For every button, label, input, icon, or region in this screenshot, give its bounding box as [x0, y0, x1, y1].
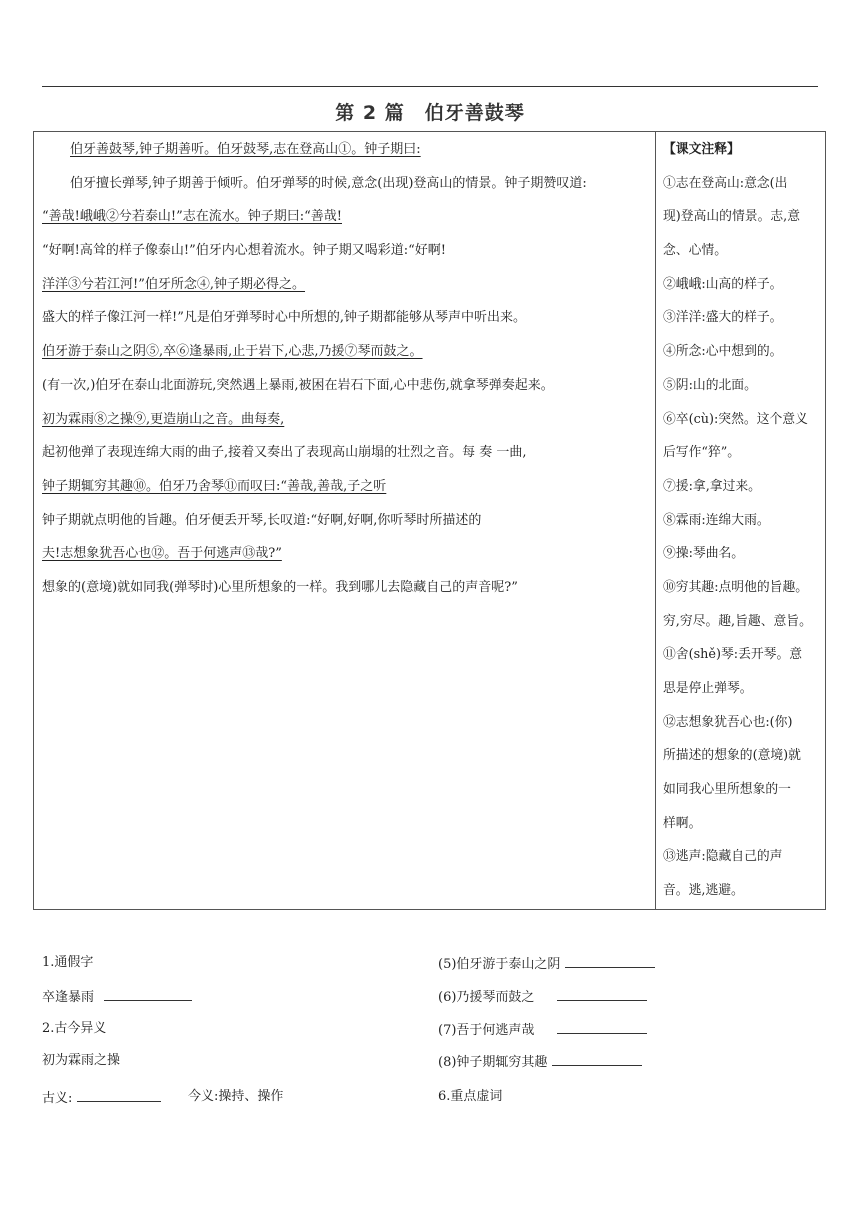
note-line: 现)登高山的情景。志,意: [663, 209, 801, 225]
line-text: “善哉!峨峨②兮若泰山!”志在流水。钟子期曰:“善哉!: [42, 209, 342, 225]
note-line: ⑤阴:山的北面。: [663, 377, 757, 393]
line-text: “好啊!高耸的样子像泰山!”伯牙内心想着流水。钟子期又喝彩道:“好啊!: [42, 243, 446, 259]
translation-line: [42, 575, 650, 609]
question-7: [438, 1019, 647, 1041]
translation-line: [42, 305, 650, 339]
gujin-old-label: 古义:: [42, 1091, 73, 1106]
note-line: ⑬逃声:隐藏自己的声: [663, 849, 783, 865]
line-text: 伯牙擅长弹琴,钟子期善于倾听。伯牙弹琴的时候,意念(出现)登高山的情景。钟子期赞叹道:: [70, 175, 587, 191]
line-text: 伯牙游于泰山之阴⑤,卒⑥逢暴雨,止于岩下,心悲,乃援⑦琴而鼓之。: [42, 344, 423, 360]
line-text: 钟子期就点明他的旨趣。伯牙便丢开琴,长叹道:“好啊,好啊,你听琴时所描述的: [42, 512, 482, 528]
note-line: ②峨峨:山高的样子。: [663, 276, 783, 292]
note-line: ⑩穷其趣:点明他的旨趣。: [663, 579, 809, 595]
notes-column: [663, 137, 823, 912]
original-text-line: [42, 407, 650, 441]
translation-line: [42, 440, 650, 474]
translation-line: [42, 238, 650, 272]
answer-blank[interactable]: [565, 953, 655, 968]
notes-title: 【课文注释】: [663, 142, 740, 157]
line-text: 初为霖雨⑧之操⑨,更造崩山之音。曲每奏,: [42, 411, 285, 427]
original-text-line: [42, 272, 650, 306]
note-line: ④所念:心中想到的。: [663, 344, 783, 360]
note-line: ⑨操:琴曲名。: [663, 546, 745, 562]
note-line: 所描述的想象的(意境)就: [663, 748, 801, 764]
question-5-text: (5)伯牙游于泰山之阴: [438, 957, 561, 972]
tongjiazi-item: [42, 986, 192, 1008]
note-line: 音。逃,逃避。: [663, 883, 744, 899]
question-5: [438, 953, 655, 975]
answer-blank[interactable]: [77, 1087, 161, 1102]
note-line: ③洋洋:盛大的样子。: [663, 310, 783, 326]
tongjiazi-title: 1.通假字: [42, 955, 94, 970]
note-line: ⑦援:拿,拿过来。: [663, 478, 761, 494]
line-text: 夫!志想象犹吾心也⑫。吾于何逃声⑬哉?”: [42, 546, 282, 562]
translation-line: [42, 171, 650, 205]
answer-blank[interactable]: [552, 1051, 642, 1066]
note-line: 如同我心里所想象的一: [663, 782, 791, 798]
translation-line: [42, 373, 650, 407]
note-line: 穷,穷尽。趣,旨趣、意旨。: [663, 613, 812, 629]
original-text-line: [42, 474, 650, 508]
line-text: 盛大的样子像江河一样!”凡是伯牙弹琴时心中所想的,钟子期都能够从琴声中听出来。: [42, 310, 527, 326]
note-line: ⑧霖雨:连绵大雨。: [663, 512, 770, 528]
note-line: ⑪舍(shě)琴:丢开琴。意: [663, 647, 803, 663]
tongjiazi-text: 卒逢暴雨: [42, 990, 95, 1005]
column-divider: [655, 131, 656, 910]
original-text-line: [42, 204, 650, 238]
note-line: ①志在登高山:意念(出: [663, 175, 788, 191]
line-text: 钟子期辄穷其趣⑩。伯牙乃舍琴⑪而叹曰:“善哉,善哉,子之听: [42, 478, 387, 494]
translation-line: [42, 508, 650, 542]
note-line: 念、心情。: [663, 243, 727, 259]
gujin-item: 初为霖雨之操: [42, 1053, 121, 1068]
note-line: 后写作“猝”。: [663, 445, 741, 461]
gujin-old: [42, 1087, 161, 1109]
note-line: ⑫志想象犹吾心也:(你): [663, 714, 793, 730]
main-text: [42, 137, 650, 609]
note-line: ⑥卒(cù):突然。这个意义: [663, 411, 808, 427]
line-text: 起初他弹了表现连绵大雨的曲子,接着又奏出了表现高山崩塌的壮烈之音。每 奏 一曲,: [42, 445, 527, 461]
gujin-new: 今义:操持、操作: [188, 1089, 284, 1104]
original-text-line: [42, 339, 650, 373]
gujin-title: 2.古今异义: [42, 1021, 107, 1036]
question-6-text: (6)乃援琴而鼓之: [438, 990, 535, 1005]
line-text: 洋洋③兮若江河!”伯牙所念④,钟子期必得之。: [42, 276, 306, 292]
answer-blank[interactable]: [557, 986, 647, 1001]
question-7-text: (7)吾于何逃声哉: [438, 1023, 535, 1038]
page-title: 第 2 篇 伯牙善鼓琴: [335, 102, 525, 124]
question-8: [438, 1051, 642, 1073]
original-text-line: [42, 137, 650, 171]
line-text: (有一次,)伯牙在泰山北面游玩,突然遇上暴雨,被困在岩石下面,心中悲伤,就拿琴弹奏起来。: [42, 377, 554, 393]
note-line: 思是停止弹琴。: [663, 681, 753, 696]
line-text: 想象的(意境)就如同我(弹琴时)心里所想象的一样。我到哪儿去隐藏自己的声音呢?”: [42, 579, 518, 595]
answer-blank[interactable]: [557, 1019, 647, 1034]
line-text: 伯牙善鼓琴,钟子期善听。伯牙鼓琴,志在登高山①。钟子期曰:: [70, 142, 421, 157]
top-rule: [42, 86, 818, 87]
question-6: [438, 986, 647, 1008]
answer-blank[interactable]: [104, 986, 192, 1001]
note-line: 样啊。: [663, 815, 702, 831]
question-8-text: (8)钟子期辄穷其趣: [438, 1055, 548, 1070]
original-text-line: [42, 541, 650, 575]
xuci-title: 6.重点虚词: [438, 1089, 503, 1104]
